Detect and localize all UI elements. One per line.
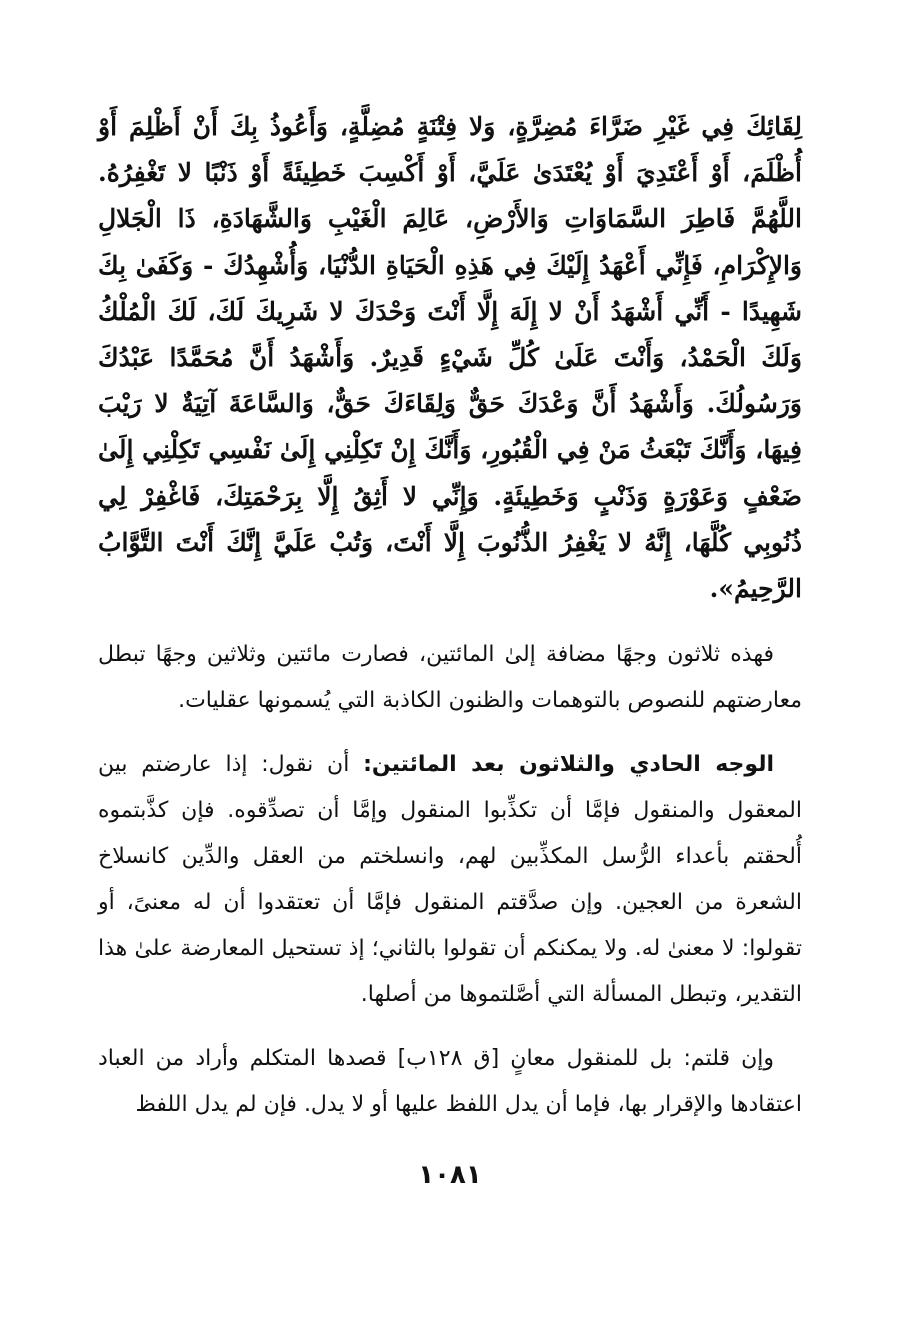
page-body [98, 104, 802, 1146]
paragraph-thirty-faces: فهذه ثلاثون وجهًا مضافة إلىٰ المائتين، فصارت مائتين وثلاثين وجهًا تبطل معارضتهم للنصوص بالتوهمات والظنون الكاذبة التي يُسمونها عقليات. [98, 642, 802, 714]
hadith-quote: لِقَائِكَ فِي غَيْرِ ضَرَّاءَ مُضِرَّةٍ، وَلا فِتْنَةٍ مُضِلَّةٍ، وَأَعُوذُ بِكَ أَنْ أَظْلِمَ أَوْ أُظْلَمَ، أَوْ أَعْتَدِيَ أَوْ يُعْتَدَىٰ عَلَيَّ، أَوْ أَكْسِبَ خَطِيئَةً أَوْ ذَنْبًا لا تَغْفِرُهُ. اللَّهُمَّ فَاطِرَ السَّمَاوَاتِ وَالأَرْضِ، عَالِمَ الْغَيْبِ وَالشَّهَادَةِ، ذَا الْجَلالِ وَالإِكْرَامِ، فَإِنِّي أَعْهَدُ إِلَيْكَ فِي هَذِهِ الْحَيَاةِ الدُّنْيَا، وَأُشْهِدُكَ - وَكَفَىٰ بِكَ شَهِيدًا - أَنِّي أَشْهَدُ أَنْ لا إِلَهَ إِلَّا أَنْتَ وَحْدَكَ لا شَرِيكَ لَكَ، لَكَ الْمُلْكُ وَلَكَ الْحَمْدُ، وَأَنْتَ عَلَىٰ كُلِّ شَيْءٍ قَدِيرٌ. وَأَشْهَدُ أَنَّ مُحَمَّدًا عَبْدُكَ وَرَسُولُكَ. وَأَشْهَدُ أَنَّ وَعْدَكَ حَقٌّ وَلِقَاءَكَ حَقٌّ، وَالسَّاعَةَ آتِيَةٌ لا رَيْبَ فِيهَا، وَأَنَّكَ تَبْعَثُ مَنْ فِي الْقُبُورِ، وَأَنَّكَ إِنْ تَكِلْنِي إِلَىٰ نَفْسِي تَكِلْنِي إِلَىٰ ضَعْفٍ وَعَوْرَةٍ وَذَنْبٍ وَخَطِيئَةٍ. وَإِنِّي لا أَثِقُ إِلَّا بِرَحْمَتِكَ، فَاغْفِرْ لِي ذُنُوبِي كُلَّهَا، إِنَّهُ لا يَغْفِرُ الذُّنُوبَ إِلَّا أَنْتَ، وَتُبْ عَلَيَّ إِنَّكَ أَنْتَ التَّوَّابُ الرَّحِيمُ». [98, 112, 802, 604]
paragraph-face-231 [98, 742, 802, 1018]
face-heading: الوجه الحادي والثلاثون بعد المائتين: [363, 752, 774, 778]
face-body: أن نقول: إذا عارضتم بين المعقول والمنقول فإمَّا أن تكذِّبوا المنقول وإمَّا أن تصدِّقوه. فإن كذَّبتموه أُلحقتم بأعداء الرُّسل المكذِّبين لهم، وانسلختم من العقل والدِّين كانسلاخ الشعرة من العجين. وإن صدَّقتم المنقول فإمَّا أن تعتقدوا أن له معنىً، أو تقولوا: لا معنىٰ له. ولا يمكنكم أن تقولوا بالثاني؛ إذ تستحيل المعارضة علىٰ هذا التقدير، وتبطل المسألة التي أصَّلتموها من أصلها. [98, 752, 802, 1008]
paragraph-continuation: وإن قلتم: بل للمنقول معانٍ [ق ١٢٨ب] قصدها المتكلم وأراد من العباد اعتقادها والإقرار بها، فإما أن يدل اللفظ عليها أو لا يدل. فإن لم يدل اللفظ [98, 1046, 802, 1118]
page-number: ١٠٨١ [418, 1160, 482, 1190]
